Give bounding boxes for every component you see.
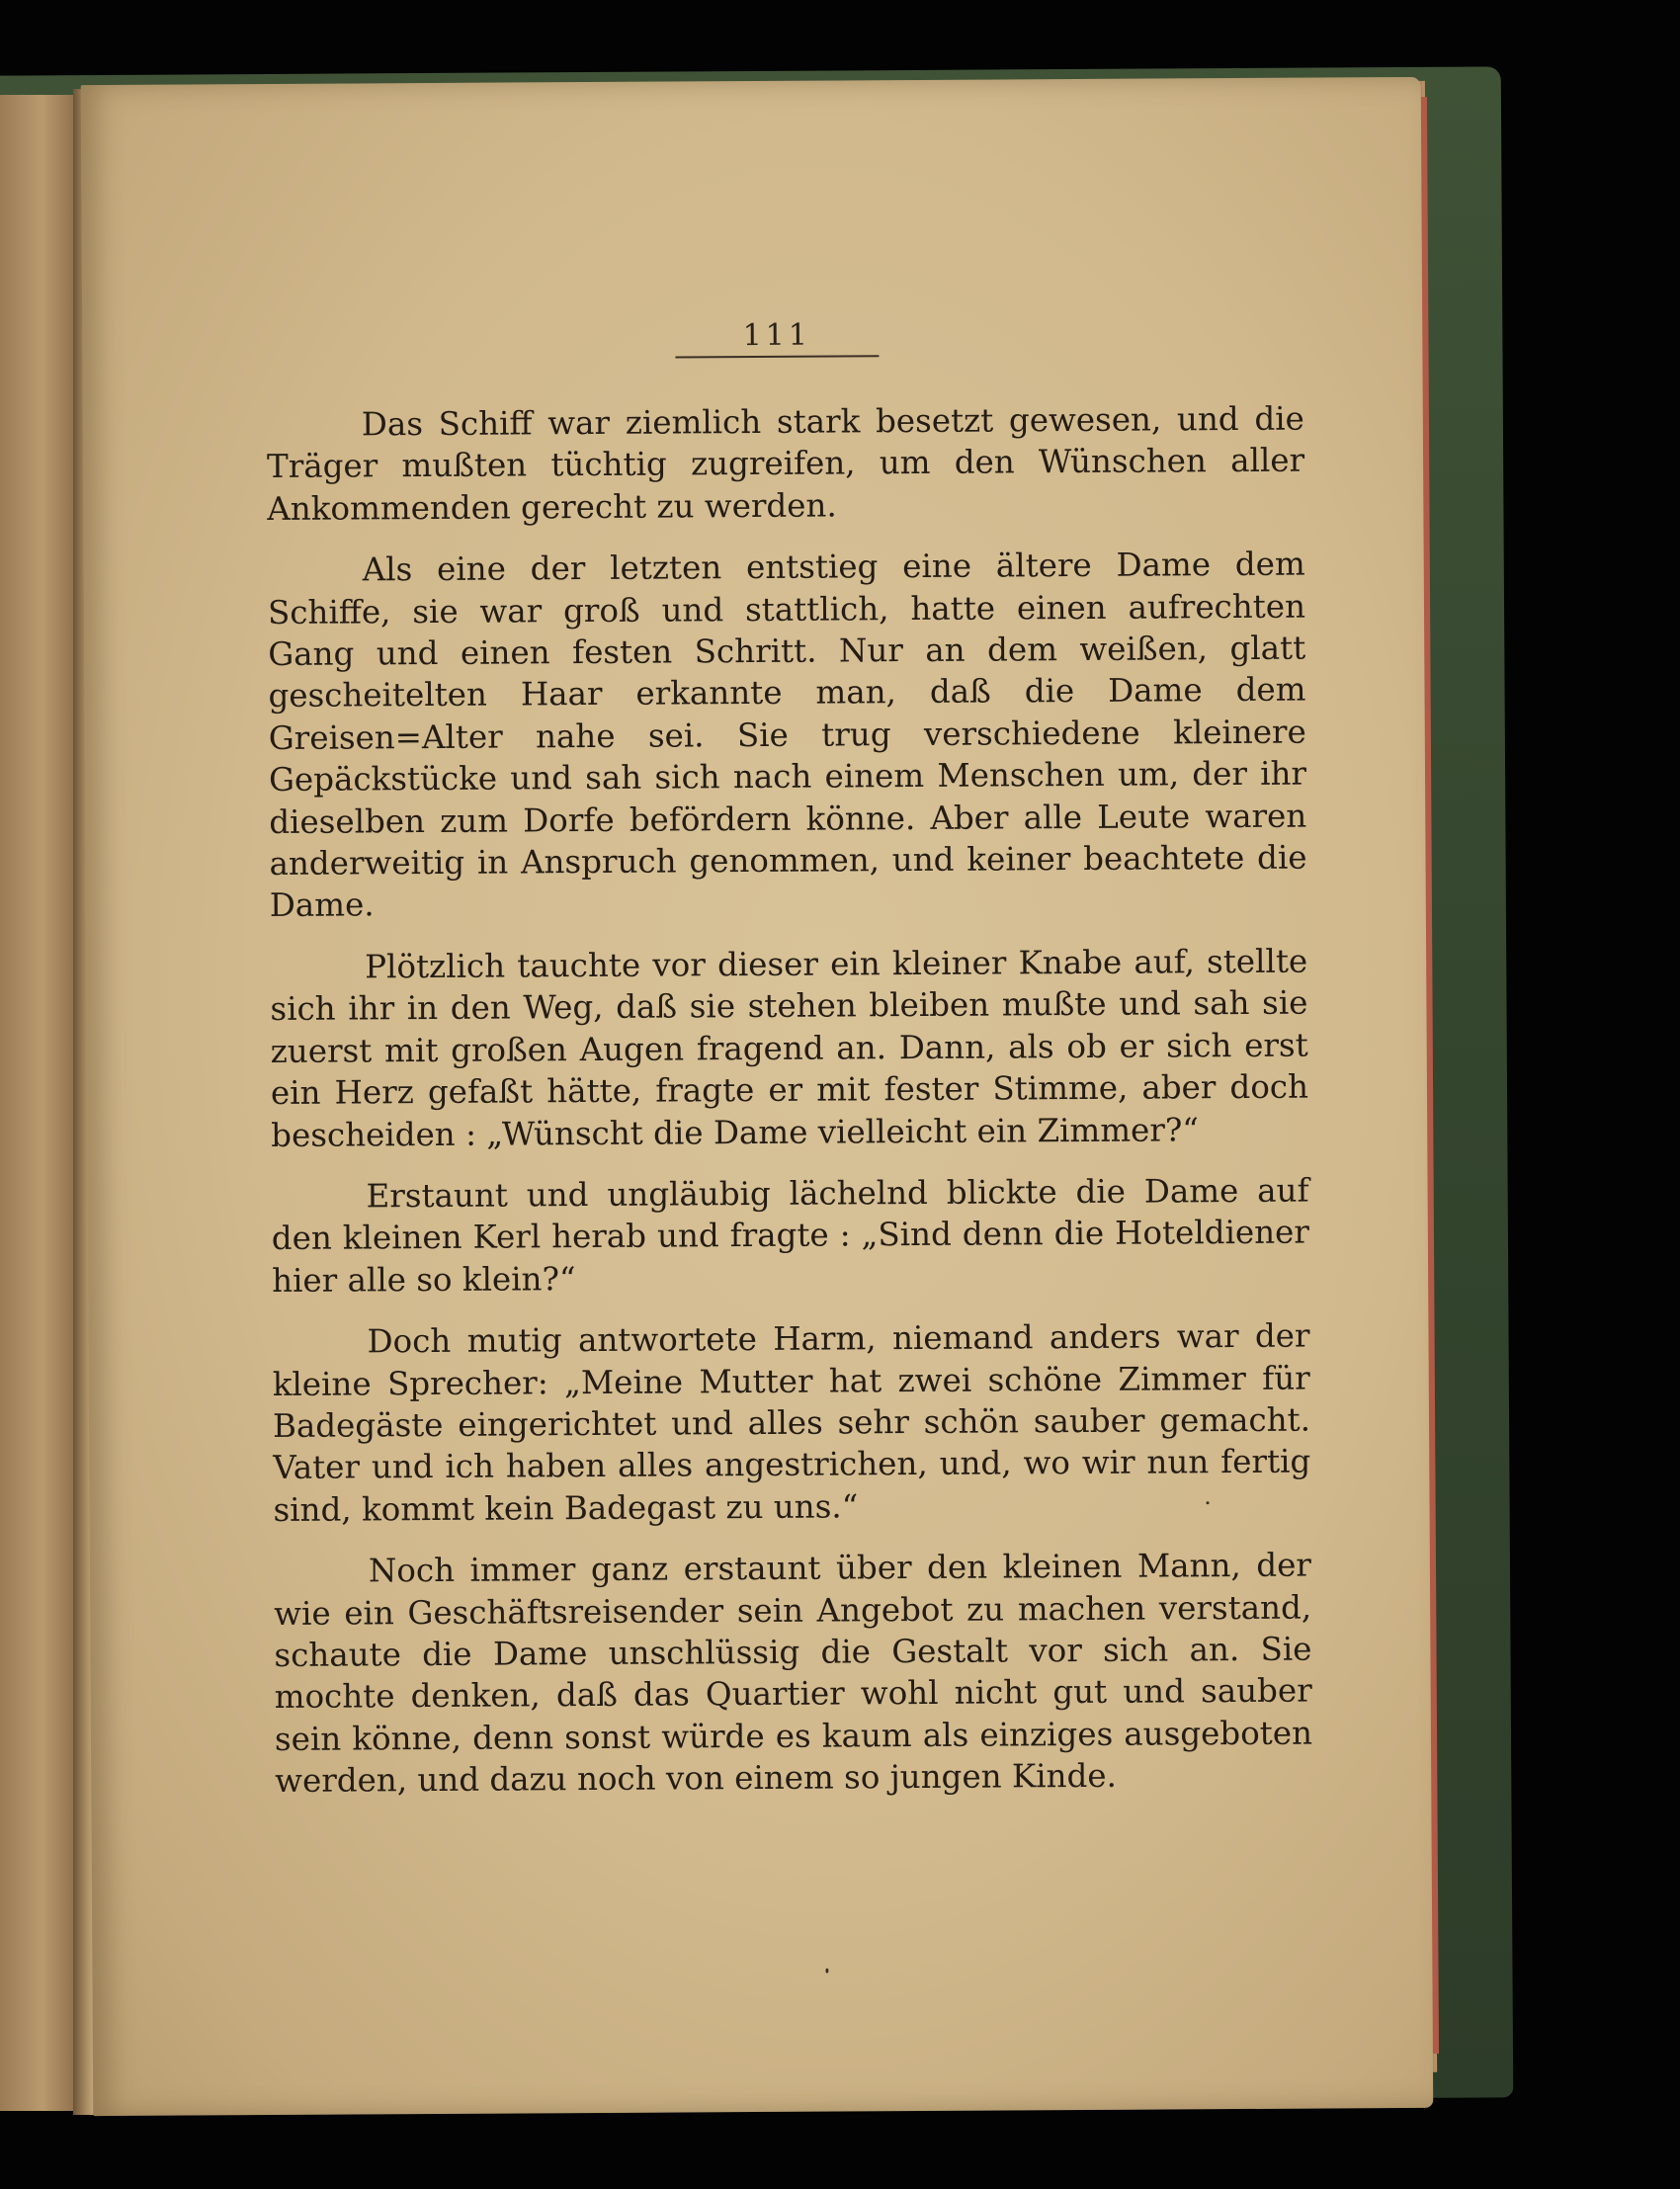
paragraph: Noch immer ganz erstaunt über den kleinen Mann, der wie ein Geschäftsreisender sein Angebot zu machen verstand, schaute die Dame unschlüssig die Gestalt vor sich an. Sie mochte denken, daß das Quartier wohl nicht gut und sauber sein könne, denn sonst würde es kaum als einziges ausgeboten werden, und dazu noch von einem so jungen Kinde. — [274, 1546, 1313, 1801]
paragraph: Das Schiff war ziemlich stark besetzt gewesen, und die Träger mußten tüchtig zugreifen, um den Wünschen aller Ankommenden gerecht zu werden. — [266, 399, 1305, 528]
page-header — [675, 317, 879, 358]
paragraph: Als eine der letzten entstieg eine ältere Dame dem Schiffe, sie war groß und stattlich, hatte einen aufrechten Gang und einen festen Schritt. Nur an dem weißen, glatt gescheitelten Haar erkannte man, daß die Dame dem Greisen=Alter nahe sei. Sie trug verschiedene kleinere Gepäckstücke und sah sich nach einem Menschen um, der ihr dieselben zum Dorfe befördern könne. Aber alle Leute waren anderweitig in Anspruch genommen, und keiner beachtete die Dame. — [267, 545, 1307, 925]
paper-speck — [1207, 1501, 1210, 1504]
left-page-edge — [0, 95, 77, 2111]
book-page — [81, 77, 1434, 2116]
page-number: 111 — [742, 317, 812, 354]
paragraph: Erstaunt und ungläubig lächelnd blickte die Dame auf den kleinen Kerl herab und fragte : „Sind denn die Hoteldiener hier alle so klein?“ — [271, 1171, 1309, 1300]
paper-speck — [825, 1969, 828, 1974]
body-text — [267, 398, 1313, 1803]
paragraph: Doch mutig antwortete Harm, niemand anders war der kleine Sprecher: „Meine Mutter hat zwei schöne Zimmer für Badegäste eingerichtet und alles sehr schön sauber gemacht. Vater und ich haben alles angestrichen, und, wo wir nun fertig sind, kommt kein Badegast zu uns.“ — [272, 1316, 1311, 1529]
header-rule — [675, 355, 879, 358]
paragraph: Plötzlich tauchte vor dieser ein kleiner Knabe auf, stellte sich ihr in den Weg, daß sie stehen bleiben mußte und sah sie zuerst mit großen Augen fragend an. Dann, als ob er sich erst ein Herz gefaßt hätte, fragte er mit fester Stimme, aber doch bescheiden : „Wünscht die Dame vielleicht ein Zimmer?“ — [270, 942, 1309, 1154]
